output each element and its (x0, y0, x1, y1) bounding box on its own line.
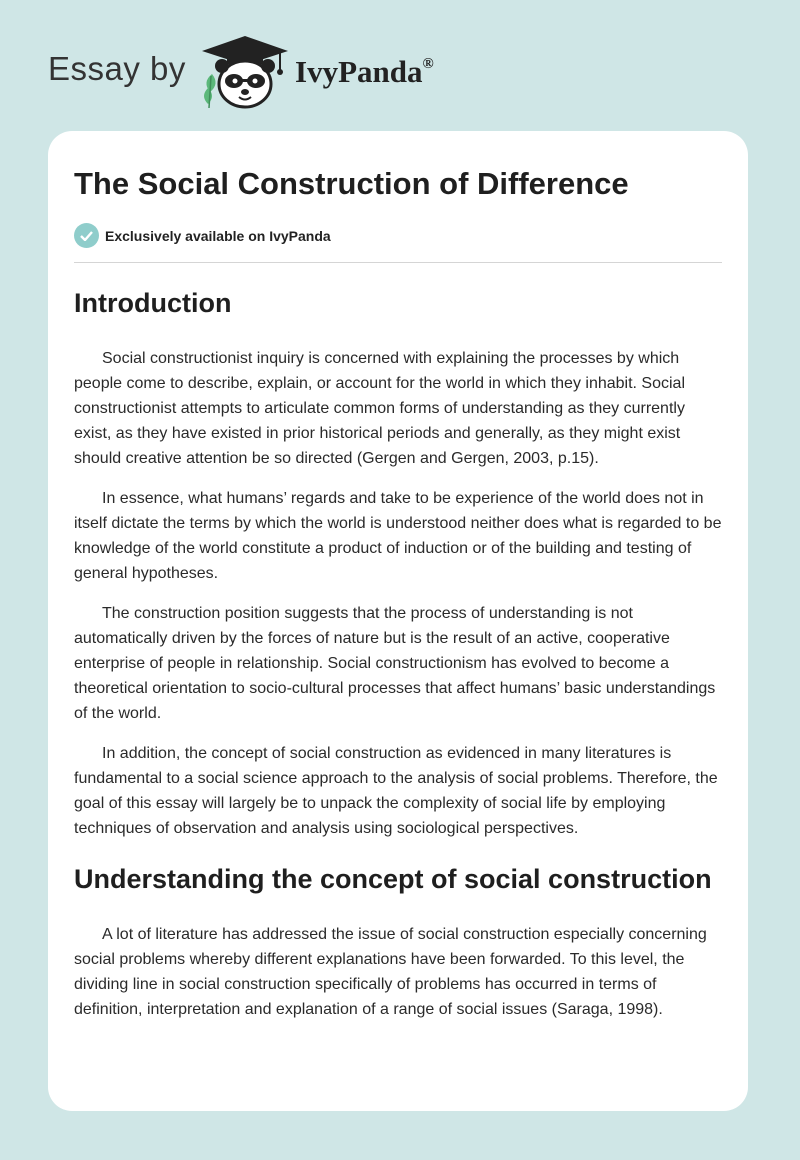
paragraph: The construction position suggests that the process of understanding is not automatically driven by the forces of nature but is the result of an active, cooperative enterprise of people in relationship. Social constructionism has evolved to become a theoretical orientation to socio-cultural processes that affect humans’ basic understandings of the world. (74, 605, 716, 722)
panda-graduate-icon (200, 34, 290, 110)
exclusive-badge (74, 223, 722, 248)
essay-by-label: Essay by (48, 50, 186, 87)
exclusive-label: Exclusively available on IvyPanda (105, 227, 331, 244)
section-heading-understanding: Understanding the concept of social construction (74, 864, 712, 894)
divider (74, 262, 722, 263)
page-title: The Social Construction of Difference (74, 166, 629, 201)
section-heading-introduction: Introduction (74, 288, 232, 318)
brand-name: IvyPanda® (295, 54, 434, 89)
paragraph: A lot of literature has addressed the issue of social construction especially concerning social problems whereby different explanations have been forwarded. To this level, the dividing line in social construction specifically of problems has occurred in terms of definition, interpretation and explanation of a range of social issues (Saraga, 1998). (74, 926, 707, 1018)
paragraph: Social constructionist inquiry is concerned with explaining the processes by which people come to describe, explain, or account for the world in which they inhabit. Social constructionist attempts to articulate common forms of understanding as they currently exist, as they have existed in prior historical periods and generally, as they might exist should creative attention be so directed (Gergen and Gergen, 2003, p.15). (74, 350, 686, 467)
paragraph: In essence, what humans’ regards and take to be experience of the world does not in itself dictate the terms by which the world is understood neither does what is regarded to be knowledge of the world constitute a product of induction or of the building and testing of general hypotheses. (74, 490, 722, 582)
site-header (0, 0, 800, 130)
check-circle-icon (74, 223, 99, 248)
essay-card (48, 131, 748, 1111)
paragraph: In addition, the concept of social construction as evidenced in many literatures is fundamental to a social science approach to the analysis of social problems. Therefore, the goal of this essay will largely be to unpack the complexity of social life by employing techniques of observation and analysis using sociological perspectives. (74, 745, 718, 837)
